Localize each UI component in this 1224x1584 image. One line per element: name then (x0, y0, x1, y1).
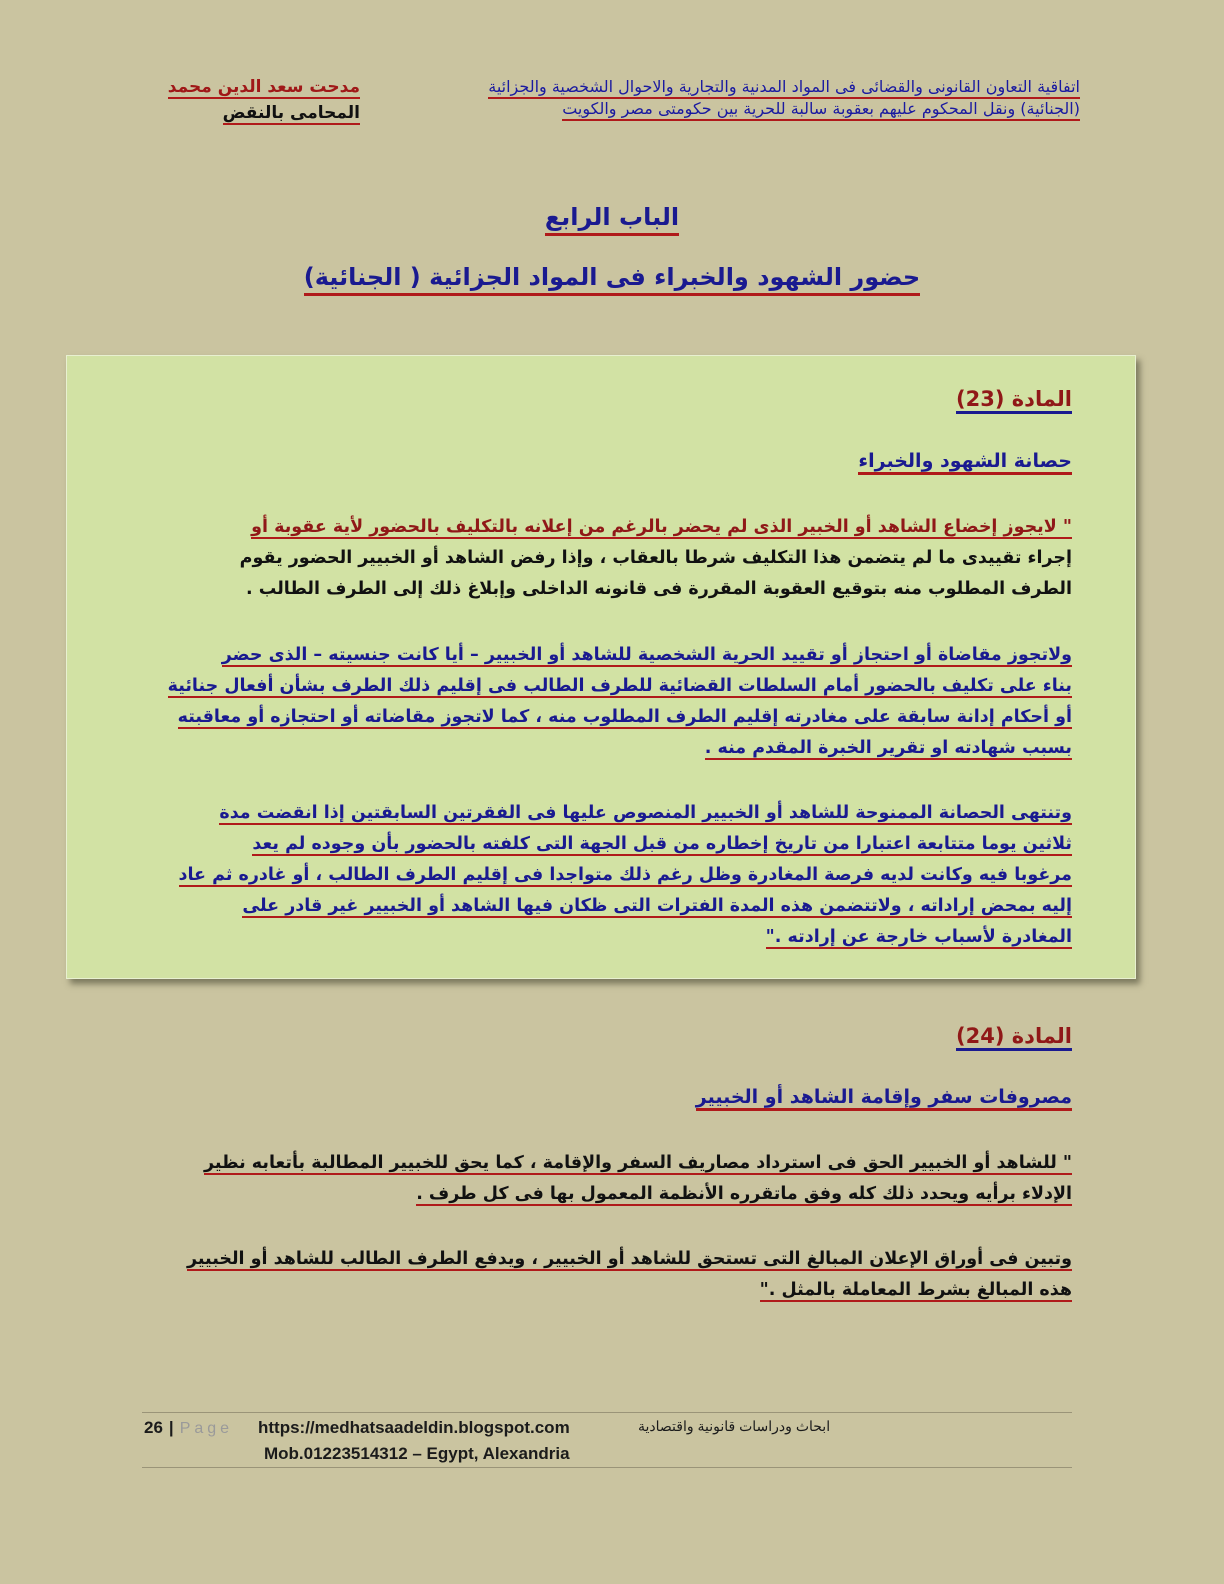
paragraph-line: هذه المبالغ بشرط المعاملة بالمثل ." (759, 1280, 1072, 1300)
article-24-paragraph-1 (150, 1148, 1072, 1210)
article-23-paragraph-1 (150, 512, 1072, 605)
author-block (150, 74, 360, 126)
footer-top-rule (142, 1412, 1072, 1413)
paragraph-line: وتنتهى الحصانة الممنوحة للشاهد أو الخبيير المنصوص عليها فى الفقرتين السابقتين إذا انقضت مدة (219, 803, 1072, 823)
header-line-2: (الجنائية) ونقل المحكوم عليهم بعقوبة سالبة للحرية بين حكومتى مصر والكويت (562, 99, 1080, 121)
footer-mobile: Mob.01223514312 – Egypt, Alexandria (264, 1444, 570, 1463)
paragraph-line: بسبب شهادته او تقرير الخبرة المقدم منه . (704, 738, 1072, 758)
blog-url-link[interactable]: https://medhatsaadeldin.blogspot.com (258, 1418, 570, 1437)
page-word: Page (179, 1420, 234, 1437)
paragraph-line: الطرف المطلوب منه بتوقيع العقوبة المقررة فى قانونه الداخلى وإبلاغ ذلك إلى الطرف الطالب . (245, 579, 1072, 599)
paragraph-line: أو أحكام إدانة سابقة على مغادرته إقليم الطرف المطلوب منه ، كما لاتجوز مقاضاته أو احتجازه أو معاقبته (177, 707, 1072, 727)
article-23-number (956, 387, 1072, 411)
article-23-number-text: المادة (23) (956, 387, 1072, 414)
paragraph-line: " لايجوز إخضاع الشاهد أو الخبير الذى لم يحضر بالرغم من إعلانه بالتكليف بالحضور لأية عقوبة أو (251, 517, 1072, 537)
article-23-title-text: حصانة الشهود والخبراء (858, 450, 1072, 475)
page-footer (142, 1418, 1072, 1462)
author-title: المحامى بالنقض (222, 103, 360, 123)
paragraph-line: مرغوبا فيه وكانت لديه فرصة المغادرة وظل رغم ذلك متواجدا فى إقليم الطرف الطالب ، أو غادره ثم عاد (178, 865, 1072, 885)
article-23-paragraph-3 (150, 798, 1072, 953)
page-number: 26 (144, 1418, 163, 1437)
paragraph-line: المغادرة لأسباب خارجة عن إرادته ." (765, 927, 1072, 947)
article-24-number (956, 1024, 1072, 1048)
paragraph-line: " للشاهد أو الخبيير الحق فى استرداد مصاريف السفر والإقامة ، كما يحق للخبيير المطالبة بأتعابه نظير (204, 1153, 1072, 1173)
paragraph-line: وتبين فى أوراق الإعلان المبالغ التى تستحق للشاهد أو الخبيير ، ويدفع الطرف الطالب للشاهد أو الخبيير (187, 1249, 1072, 1269)
paragraph-line: بناء على تكليف بالحضور أمام السلطات القضائية للطرف الطالب فى إقليم ذلك الطرف بشأن أفعال جنائية (167, 676, 1072, 696)
footer-tagline: ابحاث ودراسات قانونية واقتصادية (638, 1418, 831, 1434)
author-name: مدحت سعد الدين محمد (167, 77, 360, 97)
header-line-1: اتفاقية التعاون القانونى والقضائى فى المواد المدنية والتجارية والاحوال الشخصية والجزائية (488, 77, 1080, 99)
article-24-paragraph-2 (150, 1244, 1072, 1306)
document-header (368, 76, 1080, 120)
article-23-title (858, 450, 1072, 472)
paragraph-line: إليه بمحض إراداته ، ولاتتضمن هذه المدة الفترات التى ظكان فيها الشاهد أو الخبيير غير قادر على (242, 896, 1072, 916)
paragraph-line: الإدلاء برأيه ويحدد ذلك كله وفق ماتقرره الأنظمة المعمول بها فى كل طرف . (416, 1184, 1072, 1204)
paragraph-line: ثلاثين يوما متتابعة اعتبارا من تاريخ إخطاره من قبل الجهة التى كلفته بالحضور بأن وجوده لم يعد (252, 834, 1072, 854)
chapter-heading: الباب الرابع (545, 203, 679, 236)
paragraph-line: ولاتجوز مقاضاة أو احتجاز أو تقييد الحرية الشخصية للشاهد أو الخبيير – أيا كانت جنسيته – الذى حضر (221, 645, 1072, 665)
article-24-title (696, 1086, 1072, 1108)
article-24-number-text: المادة (24) (956, 1024, 1072, 1051)
article-24-title-text: مصروفات سفر وإقامة الشاهد أو الخبيير (696, 1086, 1072, 1111)
paragraph-line: إجراء تقييدى ما لم يتضمن هذا التكليف شرطا بالعقاب ، وإذا رفض الشاهد أو الخبيير الحضور يقوم (239, 548, 1072, 568)
article-23-paragraph-2 (150, 640, 1072, 764)
page-indicator: 26 | Page (144, 1418, 234, 1437)
chapter-heading-block (150, 200, 1074, 294)
footer-bottom-rule (142, 1467, 1072, 1468)
chapter-title: حضور الشهود والخبراء فى المواد الجزائية ( الجنائية) (304, 263, 920, 296)
